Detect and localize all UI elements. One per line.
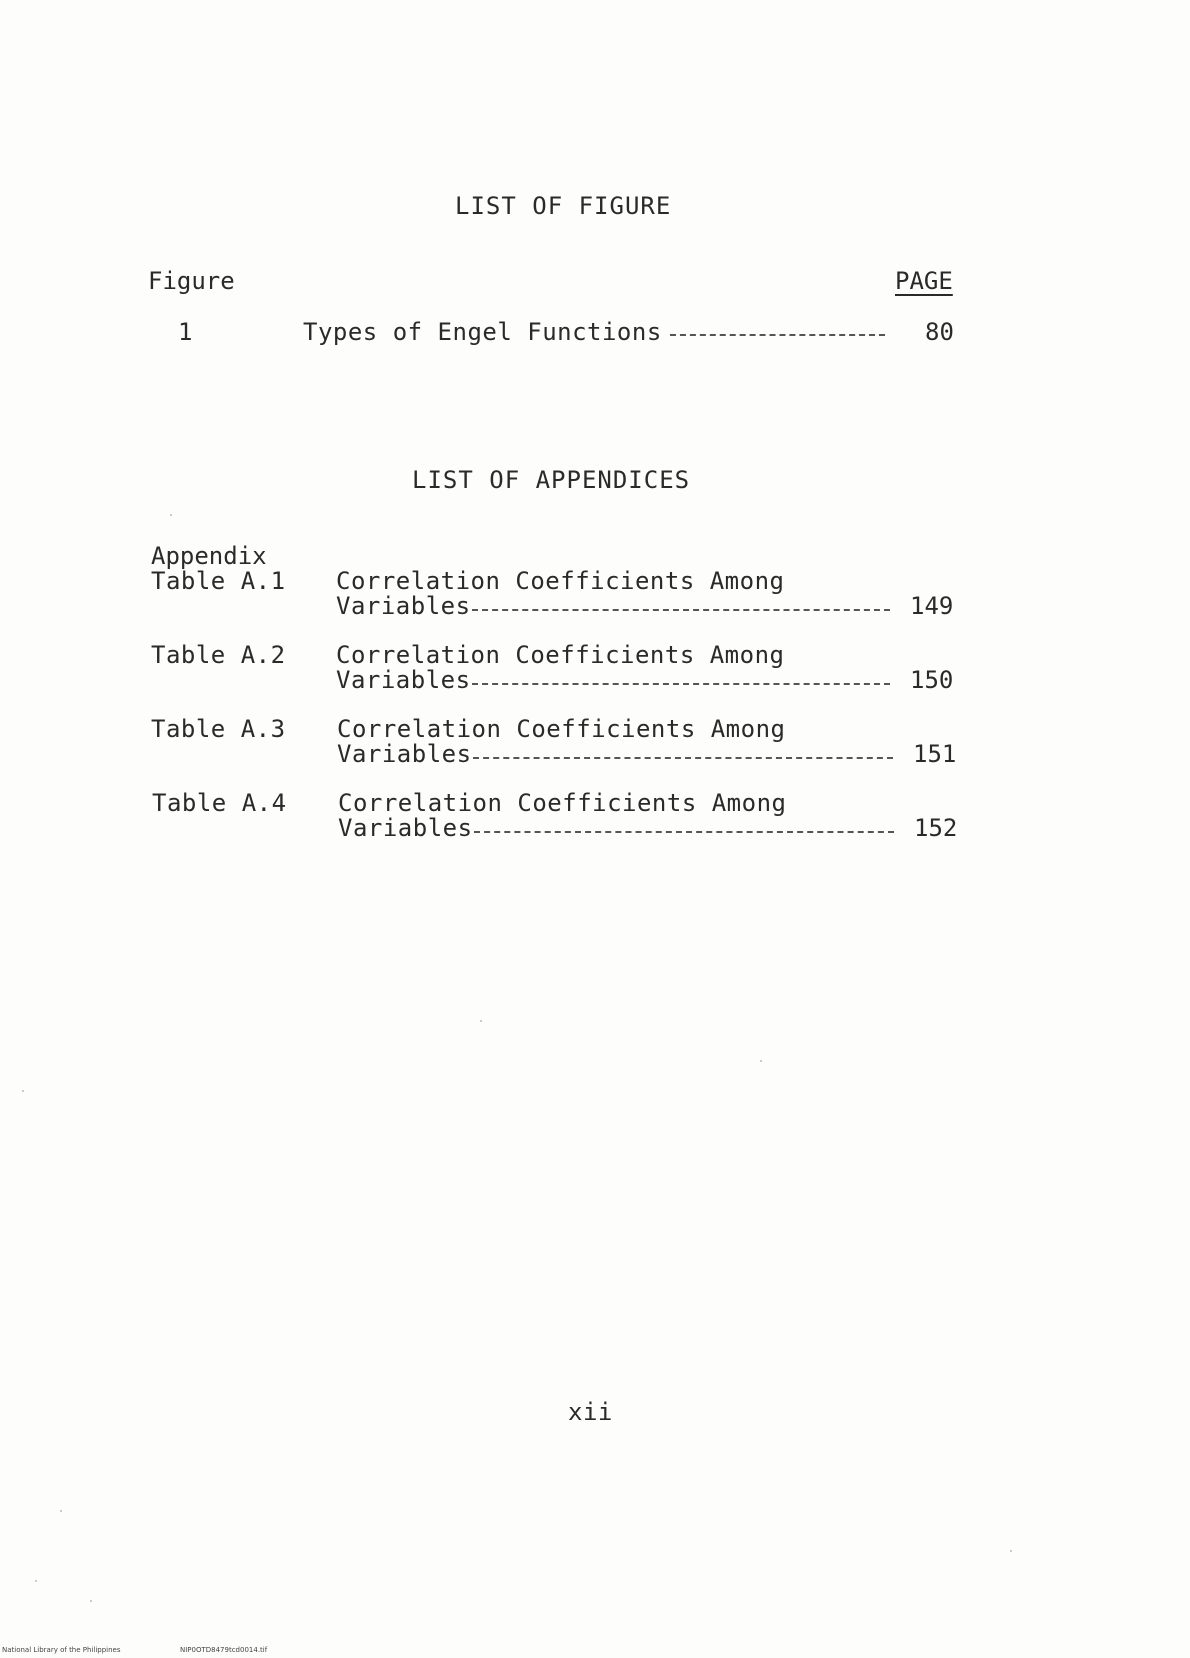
appendix-label: Table A.1 (151, 567, 286, 595)
figures-column-label: Figure (148, 267, 235, 295)
figures-heading: LIST OF FIGURE (455, 192, 672, 220)
appendix-page: 149 (910, 592, 954, 620)
scan-speck (170, 514, 172, 516)
figure-number: 1 (178, 318, 193, 346)
appendix-page: 152 (914, 814, 958, 842)
appendix-label: Table A.3 (151, 715, 286, 743)
appendix-title-line2: Variables (337, 740, 472, 768)
appendix-title-line1: Correlation Coefficients Among (336, 641, 785, 669)
scan-speck (22, 1090, 24, 1092)
appendix-title-line1: Correlation Coefficients Among (337, 715, 786, 743)
appendix-title-line2: Variables (336, 666, 471, 694)
scan-speck (760, 1060, 762, 1062)
appendix-title-line1: Correlation Coefficients Among (336, 567, 785, 595)
scan-speck (35, 1580, 37, 1582)
scan-speck (1010, 1550, 1012, 1552)
appendix-column-label: Appendix (151, 542, 267, 570)
figure-title: Types of Engel Functions (303, 318, 662, 346)
page-number: xii (568, 1398, 613, 1426)
dot-leader (670, 334, 885, 336)
appendix-title-line2: Variables (338, 814, 473, 842)
scan-speck (60, 1510, 62, 1512)
dot-leader (472, 683, 890, 685)
appendices-heading: LIST OF APPENDICES (412, 466, 691, 494)
dot-leader (472, 609, 890, 611)
appendix-title-line2: Variables (336, 592, 471, 620)
figure-page: 80 (925, 318, 954, 346)
scan-speck (480, 1020, 482, 1022)
appendix-label: Table A.2 (151, 641, 286, 669)
appendix-page: 150 (910, 666, 954, 694)
appendix-label: Table A.4 (152, 789, 287, 817)
scan-speck (90, 1600, 92, 1602)
page-column-label: PAGE (895, 267, 953, 295)
scan-file-note: NIP0OTD8479tcd0014.tif (180, 1646, 268, 1654)
dot-leader (473, 757, 893, 759)
appendix-title-line1: Correlation Coefficients Among (338, 789, 787, 817)
appendix-page: 151 (913, 740, 957, 768)
scan-source-note: National Library of the Philippines (2, 1646, 121, 1654)
dot-leader (474, 831, 894, 833)
